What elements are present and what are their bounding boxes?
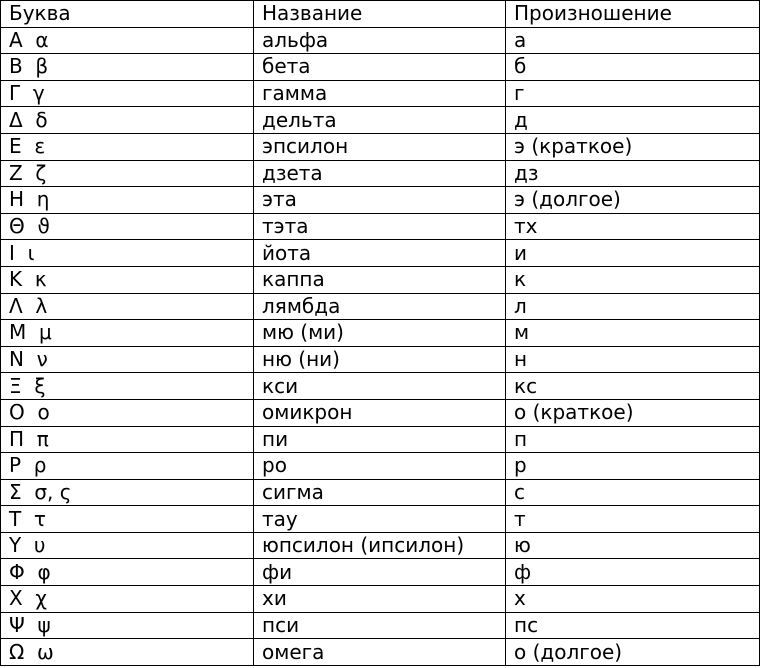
pronunciation-cell: м	[506, 320, 760, 347]
pronunciation-cell: т	[506, 506, 760, 533]
letter-text: Τ τ	[9, 506, 46, 531]
pronunciation-cell: о (краткое)	[506, 399, 760, 426]
letter-text: Φ φ	[9, 559, 51, 584]
letter-text: Υ υ	[9, 533, 46, 558]
letter-cell	[1, 133, 254, 160]
name-cell: пси	[254, 612, 506, 639]
letter-cell	[1, 639, 254, 666]
letter-cell	[1, 426, 254, 453]
table-row	[1, 80, 760, 107]
letter-text: Ψ ψ	[9, 612, 51, 637]
pronunciation-cell: э (краткое)	[506, 133, 760, 160]
pronunciation-cell: о (долгое)	[506, 639, 760, 666]
name-cell: йота	[254, 240, 506, 267]
name-cell: фи	[254, 559, 506, 586]
letter-cell	[1, 612, 254, 639]
name-cell: пи	[254, 426, 506, 453]
table-row	[1, 373, 760, 400]
name-cell: лямбда	[254, 293, 506, 320]
letter-cell	[1, 266, 254, 293]
table-row	[1, 107, 760, 134]
pronunciation-cell: э (долгое)	[506, 187, 760, 214]
header-pronunciation: Произношение	[506, 1, 760, 28]
letter-text: Γ γ	[9, 81, 45, 106]
letter-text: Ο ο	[9, 400, 50, 425]
name-cell: эпсилон	[254, 133, 506, 160]
pronunciation-cell: с	[506, 479, 760, 506]
letter-text: Κ κ	[9, 267, 47, 292]
name-cell: дзета	[254, 160, 506, 187]
name-cell: альфа	[254, 27, 506, 54]
name-cell: мю (ми)	[254, 320, 506, 347]
table-row	[1, 346, 760, 373]
letter-text: Ι ι	[9, 240, 35, 265]
pronunciation-cell: дз	[506, 160, 760, 187]
letter-cell	[1, 399, 254, 426]
table-row	[1, 639, 760, 666]
header-row	[1, 1, 760, 28]
table-row	[1, 399, 760, 426]
letter-text: Β β	[9, 54, 49, 79]
name-cell: сигма	[254, 479, 506, 506]
name-cell: эта	[254, 187, 506, 214]
table-row	[1, 266, 760, 293]
letter-cell	[1, 54, 254, 81]
letter-text: Η η	[9, 187, 50, 212]
table-row	[1, 213, 760, 240]
pronunciation-cell: г	[506, 80, 760, 107]
letter-text: Δ δ	[9, 107, 48, 132]
letter-cell	[1, 187, 254, 214]
letter-text: Ζ ζ	[9, 160, 47, 185]
letter-cell	[1, 346, 254, 373]
name-cell: дельта	[254, 107, 506, 134]
letter-cell	[1, 373, 254, 400]
table-row	[1, 293, 760, 320]
table-row	[1, 559, 760, 586]
name-cell: тау	[254, 506, 506, 533]
table-row	[1, 320, 760, 347]
letter-text: Ρ ρ	[9, 453, 47, 478]
letter-text: Ν ν	[9, 347, 48, 372]
letter-text: Ξ ξ	[9, 373, 46, 398]
name-cell: ню (ни)	[254, 346, 506, 373]
pronunciation-cell: тх	[506, 213, 760, 240]
pronunciation-cell: к	[506, 266, 760, 293]
pronunciation-cell: п	[506, 426, 760, 453]
name-cell: кси	[254, 373, 506, 400]
letter-text: Σ σ, ς	[9, 479, 72, 504]
pronunciation-cell: ф	[506, 559, 760, 586]
letter-cell	[1, 213, 254, 240]
letter-text: Ε ε	[9, 134, 46, 159]
letter-cell	[1, 559, 254, 586]
pronunciation-cell: р	[506, 453, 760, 480]
table-row	[1, 160, 760, 187]
letter-cell	[1, 506, 254, 533]
name-cell: тэта	[254, 213, 506, 240]
letter-cell	[1, 453, 254, 480]
letter-cell	[1, 160, 254, 187]
letter-text: Α α	[9, 27, 49, 52]
name-cell: хи	[254, 586, 506, 613]
pronunciation-cell: д	[506, 107, 760, 134]
letter-text: Λ λ	[9, 293, 48, 318]
letter-cell	[1, 240, 254, 267]
letter-text: Π π	[9, 426, 49, 451]
table-row	[1, 453, 760, 480]
table-row	[1, 240, 760, 267]
name-cell: юпсилон (ипсилон)	[254, 532, 506, 559]
pronunciation-cell: б	[506, 54, 760, 81]
table-row	[1, 479, 760, 506]
table-row	[1, 187, 760, 214]
letter-cell	[1, 80, 254, 107]
letter-text: Μ μ	[9, 320, 52, 345]
letter-cell	[1, 107, 254, 134]
pronunciation-cell: кс	[506, 373, 760, 400]
letter-text: Χ χ	[9, 586, 47, 611]
name-cell: бета	[254, 54, 506, 81]
pronunciation-cell: а	[506, 27, 760, 54]
table-row	[1, 532, 760, 559]
pronunciation-cell: х	[506, 586, 760, 613]
letter-cell	[1, 586, 254, 613]
table-row	[1, 506, 760, 533]
table-row	[1, 586, 760, 613]
letter-cell	[1, 532, 254, 559]
letter-text: Ω ω	[9, 639, 54, 664]
letter-cell	[1, 479, 254, 506]
pronunciation-cell: ю	[506, 532, 760, 559]
name-cell: гамма	[254, 80, 506, 107]
name-cell: ро	[254, 453, 506, 480]
pronunciation-cell: н	[506, 346, 760, 373]
pronunciation-cell: и	[506, 240, 760, 267]
table-row	[1, 612, 760, 639]
name-cell: каппа	[254, 266, 506, 293]
letter-cell	[1, 27, 254, 54]
pronunciation-cell: пс	[506, 612, 760, 639]
table-row	[1, 54, 760, 81]
header-letter: Буква	[1, 1, 254, 28]
letter-text: Θ ϑ	[9, 214, 50, 239]
table-row	[1, 27, 760, 54]
table-row	[1, 133, 760, 160]
letter-cell	[1, 293, 254, 320]
letter-cell	[1, 320, 254, 347]
header-name: Название	[254, 1, 506, 28]
pronunciation-cell: л	[506, 293, 760, 320]
name-cell: омикрон	[254, 399, 506, 426]
table-row	[1, 426, 760, 453]
name-cell: омега	[254, 639, 506, 666]
